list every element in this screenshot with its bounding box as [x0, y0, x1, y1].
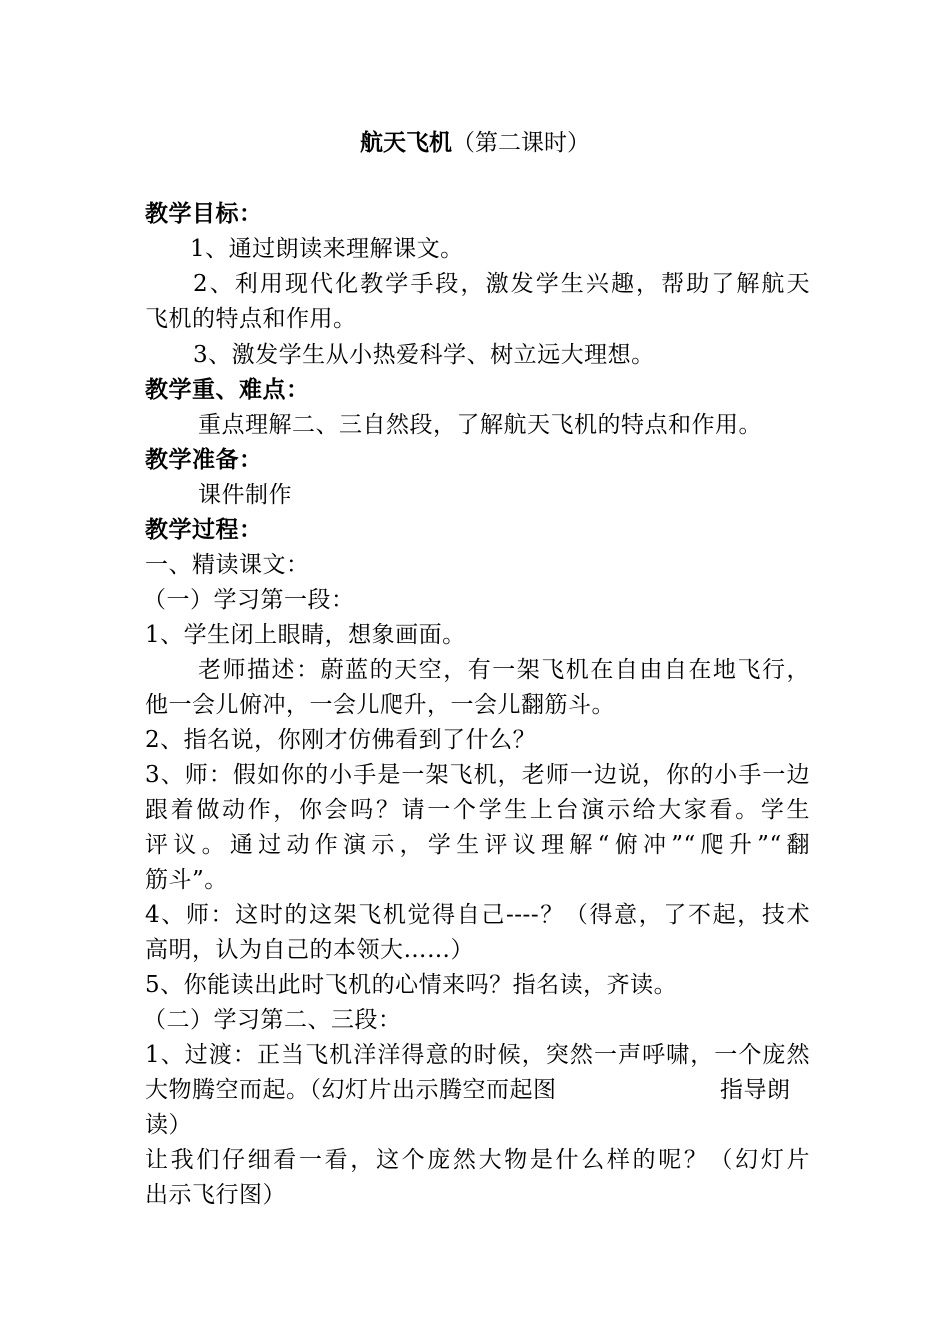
section-1-title: 一、精读课文： [145, 552, 310, 578]
step-4-line-2: 高明，认为自己的本领大……） [145, 937, 474, 963]
objective-1: 1、通过朗读来理解课文。 [190, 236, 464, 262]
observe-line-2: 出示飞行图） [145, 1182, 286, 1208]
step-2: 2、指名说，你刚才仿佛看到了什么？ [145, 727, 537, 753]
subsection-2-title: （二）学习第二、三段： [143, 1007, 402, 1033]
heading-preparation: 教学准备： [145, 446, 263, 473]
step-3-line-4: 筋斗”。 [145, 867, 228, 893]
page-title [0, 128, 950, 158]
title-sub: （第二课时） [452, 130, 590, 156]
observe-line-1: 让我们仔细看一看，这个庞然大物是什么样的呢？（幻灯片 [145, 1147, 810, 1173]
heading-key-points: 教学重、难点： [145, 376, 310, 403]
transition-line-2: 大物腾空而起。（幻灯片出示腾空而起图 [145, 1077, 557, 1103]
preparation-text: 课件制作 [198, 482, 292, 508]
transition-line-2-tail: 指导朗 [720, 1077, 791, 1103]
teacher-description-line-1: 老师描述：蔚蓝的天空，有一架飞机在自由自在地飞行， [198, 657, 810, 683]
heading-process: 教学过程： [145, 516, 263, 543]
transition-line-3: 读） [145, 1112, 192, 1138]
transition-line-1: 1、过渡：正当飞机洋洋得意的时候，突然一声呼啸，一个庞然 [145, 1042, 810, 1068]
subsection-1-title: （一）学习第一段： [143, 587, 355, 613]
title-main: 航天飞机 [360, 129, 452, 156]
step-5: 5、你能读出此时飞机的心情来吗？指名读，齐读。 [145, 972, 678, 998]
objective-2-line-1: 2、利用现代化教学手段，激发学生兴趣，帮助了解航天 [193, 271, 810, 297]
objective-3: 3、激发学生从小热爱科学、树立远大理想。 [193, 342, 655, 368]
step-3-line-1: 3、师：假如你的小手是一架飞机，老师一边说，你的小手一边 [145, 762, 810, 788]
step-4-line-1: 4、师：这时的这架飞机觉得自己----？（得意，了不起，技术 [145, 902, 810, 928]
step-3-line-3: 评议。通过动作演示，学生评议理解“俯冲”“爬升”“翻 [145, 832, 810, 858]
teacher-description-line-2: 他一会儿俯冲，一会儿爬升，一会儿翻筋斗。 [145, 692, 615, 718]
step-1: 1、学生闭上眼睛，想象画面。 [145, 622, 466, 648]
objective-2-line-2: 飞机的特点和作用。 [145, 306, 357, 332]
key-points-text: 重点理解二、三自然段，了解航天飞机的特点和作用。 [198, 412, 762, 438]
step-3-line-2: 跟着做动作，你会吗？请一个学生上台演示给大家看。学生 [145, 797, 810, 823]
heading-objectives: 教学目标： [145, 200, 263, 227]
